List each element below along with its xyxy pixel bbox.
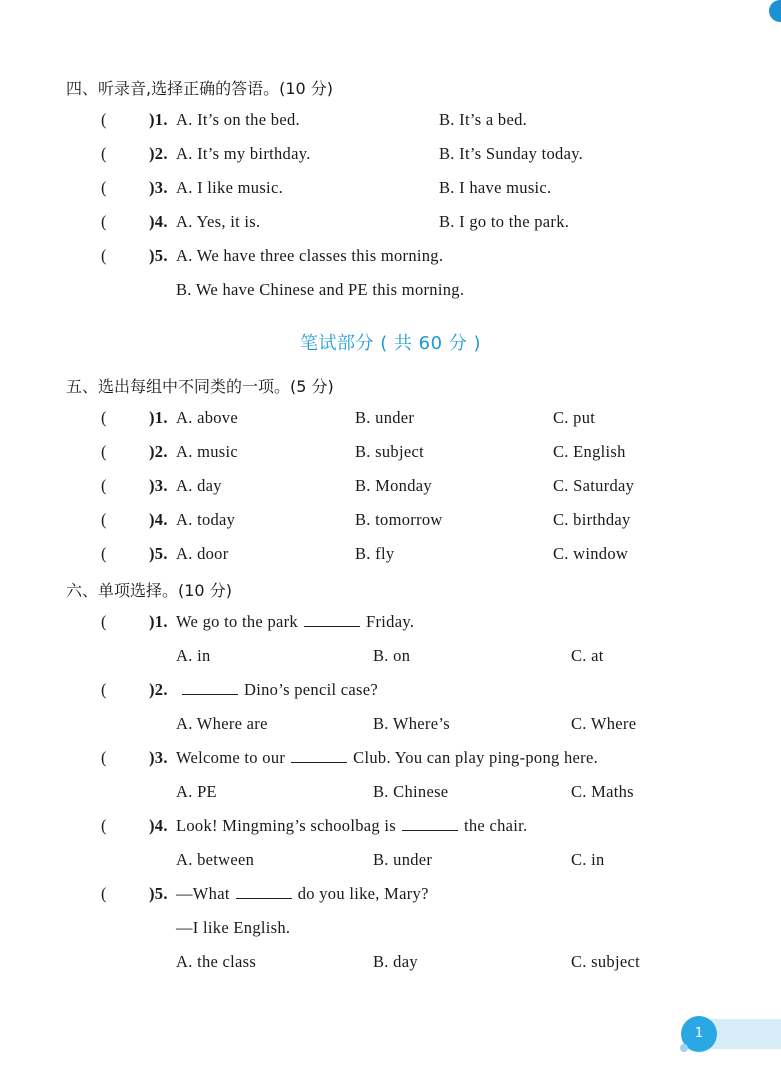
fill-blank[interactable] bbox=[304, 612, 360, 627]
corner-dot bbox=[769, 0, 781, 22]
s4-question-1 bbox=[0, 110, 781, 134]
stem-after: the chair. bbox=[464, 816, 528, 835]
answer-paren[interactable]: ( bbox=[101, 680, 107, 699]
s5-question-2 bbox=[0, 442, 781, 466]
option-c: C. Maths bbox=[571, 782, 634, 801]
fill-blank[interactable] bbox=[182, 680, 238, 695]
option-c: C. Where bbox=[571, 714, 637, 733]
s6-options-3 bbox=[0, 782, 781, 806]
question-stem bbox=[176, 612, 414, 632]
answer-paren[interactable]: ( bbox=[101, 816, 107, 835]
option-a: A. I like music. bbox=[176, 178, 283, 197]
option-b: B. fly bbox=[355, 544, 395, 563]
s6-question-5 bbox=[0, 884, 781, 908]
question-stem bbox=[176, 884, 429, 904]
s5-question-3 bbox=[0, 476, 781, 500]
answer-paren[interactable]: ( bbox=[101, 110, 107, 129]
s6-question-3 bbox=[0, 748, 781, 772]
s6-options-2 bbox=[0, 714, 781, 738]
s4-question-5 bbox=[0, 246, 781, 270]
option-b: B. Chinese bbox=[373, 782, 449, 801]
section-6-title: 六、单项选择。(10 分) bbox=[66, 581, 232, 600]
s5-question-1 bbox=[0, 408, 781, 432]
question-number: )1. bbox=[149, 408, 168, 427]
option-a: A. in bbox=[176, 646, 211, 665]
option-a: A. music bbox=[176, 442, 238, 461]
option-b: B. tomorrow bbox=[355, 510, 443, 529]
question-stem bbox=[176, 680, 378, 700]
answer-paren[interactable]: ( bbox=[101, 476, 107, 495]
option-b: B. on bbox=[373, 646, 411, 665]
answer-paren[interactable]: ( bbox=[101, 212, 107, 231]
option-b: B. We have Chinese and PE this morning. bbox=[176, 280, 465, 299]
stem-after: Club. You can play ping-pong here. bbox=[353, 748, 599, 767]
option-b: B. It’s a bed. bbox=[439, 110, 528, 129]
s4-question-5-b bbox=[0, 280, 781, 304]
stem-before: We go to the park bbox=[176, 612, 298, 631]
question-number: )4. bbox=[149, 816, 168, 835]
dialogue-reply: —I like English. bbox=[176, 918, 291, 937]
s6-reply-5 bbox=[0, 918, 781, 942]
s6-question-4 bbox=[0, 816, 781, 840]
answer-paren[interactable]: ( bbox=[101, 748, 107, 767]
question-stem bbox=[176, 748, 598, 768]
option-a: A. It’s my birthday. bbox=[176, 144, 311, 163]
fill-blank[interactable] bbox=[291, 748, 347, 763]
s5-question-4 bbox=[0, 510, 781, 534]
option-a: A. the class bbox=[176, 952, 257, 971]
section-4-title: 四、听录音,选择正确的答语。(10 分) bbox=[66, 79, 334, 98]
option-c: C. birthday bbox=[553, 510, 631, 529]
stem-after: do you like, Mary? bbox=[297, 884, 429, 903]
question-number: )5. bbox=[149, 884, 168, 903]
stem-before: —What bbox=[176, 884, 230, 903]
option-b: B. I go to the park. bbox=[439, 212, 570, 231]
question-number: )1. bbox=[149, 612, 168, 631]
option-c: C. Saturday bbox=[553, 476, 635, 495]
s6-question-2 bbox=[0, 680, 781, 704]
answer-paren[interactable]: ( bbox=[101, 178, 107, 197]
option-a: A. It’s on the bed. bbox=[176, 110, 300, 129]
question-number: )5. bbox=[149, 246, 168, 265]
question-number: )3. bbox=[149, 476, 168, 495]
stem-before: Look! Mingming’s schoolbag is bbox=[176, 816, 396, 835]
page-number: 1 bbox=[681, 1016, 717, 1052]
option-a: A. day bbox=[176, 476, 222, 495]
question-number: )5. bbox=[149, 544, 168, 563]
option-c: C. put bbox=[553, 408, 596, 427]
fill-blank[interactable] bbox=[236, 884, 292, 899]
answer-paren[interactable]: ( bbox=[101, 442, 107, 461]
question-number: )2. bbox=[149, 442, 168, 461]
s4-question-4 bbox=[0, 212, 781, 236]
answer-paren[interactable]: ( bbox=[101, 884, 107, 903]
section-5-title: 五、选出每组中不同类的一项。(5 分) bbox=[66, 377, 334, 396]
written-part-title: 笔试部分 ( 共 60 分 ) bbox=[299, 333, 482, 354]
answer-paren[interactable]: ( bbox=[101, 144, 107, 163]
question-number: )2. bbox=[149, 680, 168, 699]
question-stem bbox=[176, 816, 527, 836]
option-a: A. Yes, it is. bbox=[176, 212, 261, 231]
option-a: A. above bbox=[176, 408, 238, 427]
s6-options-1 bbox=[0, 646, 781, 670]
question-number: )3. bbox=[149, 748, 168, 767]
option-b: B. under bbox=[355, 408, 415, 427]
s4-question-3 bbox=[0, 178, 781, 202]
stem-before: Welcome to our bbox=[176, 748, 286, 767]
s6-question-1 bbox=[0, 612, 781, 636]
option-a: A. We have three classes this morning. bbox=[176, 246, 444, 265]
option-c: C. at bbox=[571, 646, 604, 665]
question-number: )4. bbox=[149, 212, 168, 231]
question-number: )2. bbox=[149, 144, 168, 163]
option-b: B. under bbox=[373, 850, 433, 869]
option-b: B. I have music. bbox=[439, 178, 552, 197]
option-b: B. It’s Sunday today. bbox=[439, 144, 584, 163]
question-number: )3. bbox=[149, 178, 168, 197]
question-number: )1. bbox=[149, 110, 168, 129]
option-c: C. English bbox=[553, 442, 626, 461]
s6-options-4 bbox=[0, 850, 781, 874]
answer-paren[interactable]: ( bbox=[101, 408, 107, 427]
option-c: C. in bbox=[571, 850, 605, 869]
option-b: B. Where’s bbox=[373, 714, 450, 733]
option-b: B. day bbox=[373, 952, 418, 971]
decorative-dot bbox=[680, 1044, 688, 1052]
answer-paren[interactable]: ( bbox=[101, 510, 107, 529]
option-a: A. door bbox=[176, 544, 229, 563]
s5-question-5 bbox=[0, 544, 781, 568]
fill-blank[interactable] bbox=[402, 816, 458, 831]
stem-after: Friday. bbox=[366, 612, 415, 631]
option-b: B. subject bbox=[355, 442, 424, 461]
answer-paren[interactable]: ( bbox=[101, 246, 107, 265]
s6-options-5 bbox=[0, 952, 781, 976]
option-b: B. Monday bbox=[355, 476, 432, 495]
option-c: C. window bbox=[553, 544, 629, 563]
answer-paren[interactable]: ( bbox=[101, 612, 107, 631]
question-number: )4. bbox=[149, 510, 168, 529]
option-a: A. PE bbox=[176, 782, 217, 801]
stem-after: Dino’s pencil case? bbox=[244, 680, 378, 699]
option-a: A. Where are bbox=[176, 714, 268, 733]
option-a: A. today bbox=[176, 510, 236, 529]
option-a: A. between bbox=[176, 850, 255, 869]
option-c: C. subject bbox=[571, 952, 640, 971]
answer-paren[interactable]: ( bbox=[101, 544, 107, 563]
s4-question-2 bbox=[0, 144, 781, 168]
